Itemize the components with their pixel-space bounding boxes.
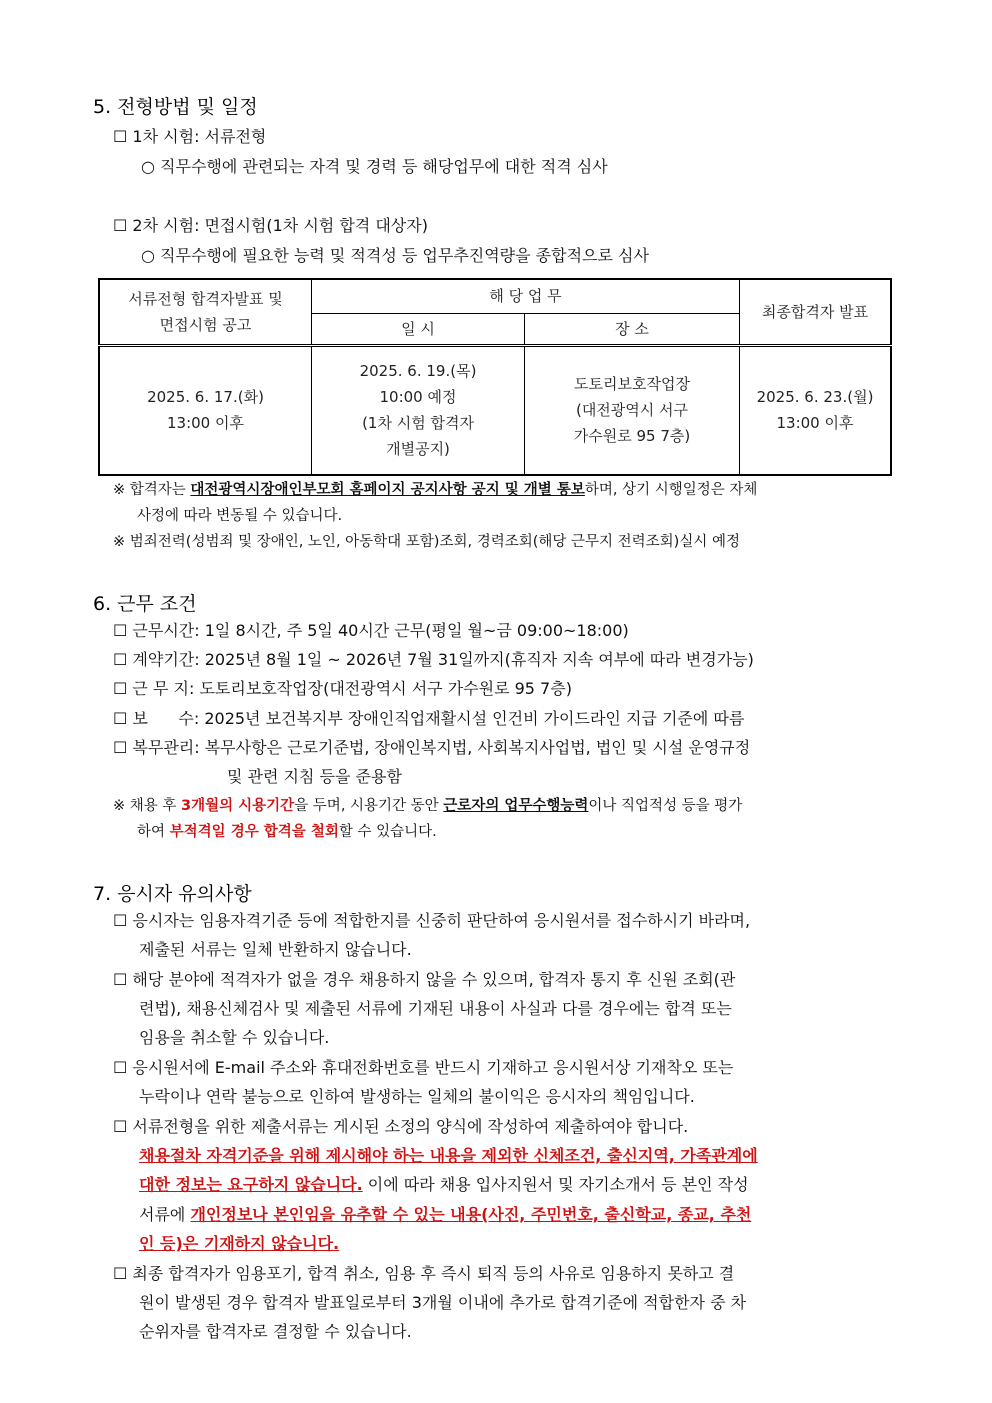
exam-1-detail: ○ 직무수행에 관련되는 자격 및 경력 등 해당업무에 대한 적격 심사 (141, 157, 608, 176)
schedule-table (98, 278, 892, 476)
header-date-label: 일 시 (401, 319, 435, 338)
section-7-heading: 7. 응시자 유의사항 (93, 883, 252, 905)
caution-4-line1: ☐ 서류전형을 위한 제출서류는 게시된 소정의 양식에 작성하여 제출하여야 합니다. (113, 1117, 689, 1136)
probation-note: ※ 채용 후 3개월의 시용기간을 두며, 시용기간 동안 근로자의 업무수행능력이나 직업적성 등을 평가 (113, 798, 743, 814)
probation-period: 3개월의 시용기간 (181, 798, 295, 814)
header-place-cell (525, 313, 740, 345)
place-name: 도토리보호작업장 (574, 375, 690, 394)
caution-5-line2: 원이 발생된 경우 합격자 발표일로부터 3개월 이내에 추가로 합격기준에 적합한자 중 차 (139, 1293, 747, 1312)
cell-interview-place (525, 345, 740, 475)
section-5-heading: 5. 전형방법 및 일정 (93, 96, 258, 118)
caution-4-red-line3: 개인정보나 본인임을 유추할 수 있는 내용(사진, 주민번호, 출신학교, 종교, 추천 (190, 1205, 752, 1224)
caution-4-red-line4: 인 등)은 기재하지 않습니다. (139, 1234, 340, 1253)
final-date: 2025. 6. 23.(월) (756, 388, 874, 407)
header-place-label: 장 소 (615, 319, 649, 338)
note-notification-cont: 사정에 따라 변동될 수 있습니다. (137, 508, 343, 524)
header-announce-line1: 서류전형 합격자발표 및 (128, 289, 283, 308)
caution-2-line3: 임용을 취소할 수 있습니다. (139, 1028, 330, 1047)
place-address-2: 가수원로 95 7층) (573, 427, 691, 446)
caution-3-line1: ☐ 응시원서에 E-mail 주소와 휴대전화번호를 반드시 기재하고 응시원서상 기재착오 또는 (113, 1058, 734, 1077)
service-mgmt-line: ☐ 복무관리: 복무사항은 근로기준법, 장애인복지법, 사회복지사업법, 법인 및 시설 운영규정 (113, 738, 751, 757)
announce-time: 13:00 이후 (167, 414, 244, 433)
revoke-warning: 부적격일 경우 합격을 철회 (169, 824, 339, 840)
header-group-cell (312, 279, 740, 313)
interview-note-1: (1차 시험 합격자 (362, 414, 474, 433)
header-final-cell (740, 279, 892, 345)
caution-3-line2: 누락이나 연락 불능으로 인하여 발생하는 일체의 불이익은 응시자의 책임입니다. (139, 1087, 695, 1106)
note-background-check: ※ 범죄전력(성범죄 및 장애인, 노인, 아동학대 포함)조회, 경력조회(해당 근무지 전력조회)실시 예정 (113, 534, 740, 550)
probation-note-cont: 하여 부적격일 경우 합격을 철회할 수 있습니다. (137, 824, 437, 840)
final-time: 13:00 이후 (776, 414, 854, 433)
cell-announce-date (99, 345, 312, 475)
work-place-line: ☐ 근 무 지: 도토리보호작업장(대전광역시 서구 가수원로 95 7층) (113, 679, 572, 698)
caution-1-line2: 제출된 서류는 일체 반환하지 않습니다. (139, 940, 412, 959)
caution-4-red-line2: 대한 정보는 요구하지 않습니다. (139, 1175, 363, 1194)
notice-channel: 대전광역시장애인부모회 홈페이지 공지사항 공지 및 개별 통보 (190, 482, 585, 498)
place-address-1: (대전광역시 서구 (575, 401, 689, 420)
caution-4-line2: 대한 정보는 요구하지 않습니다. 이에 따라 채용 입사지원서 및 자기소개서 등 본인 작성 (139, 1175, 749, 1194)
header-date-cell (312, 313, 525, 345)
caution-2-line2: 련법), 채용신체검사 및 제출된 서류에 기재된 내용이 사실과 다를 경우에는 합격 또는 (139, 999, 732, 1018)
note-notification: ※ 합격자는 대전광역시장애인부모회 홈페이지 공지사항 공지 및 개별 통보하며, 상기 시행일정은 자체 (113, 482, 758, 498)
caution-4-line3: 서류에 개인정보나 본인임을 유추할 수 있는 내용(사진, 주민번호, 출신학교, 종교, 추천 (139, 1205, 752, 1224)
header-final-label: 최종합격자 발표 (761, 302, 869, 321)
header-announce-cell (99, 279, 312, 345)
caution-1-line1: ☐ 응시자는 임용자격기준 등에 적합한지를 신중히 판단하여 응시원서를 접수하시기 바라며, (113, 911, 751, 930)
caution-5-line1: ☐ 최종 합격자가 임용포기, 합격 취소, 임용 후 즉시 퇴직 등의 사유로 임용하지 못하고 결 (113, 1264, 735, 1283)
service-mgmt-cont: 및 관련 지침 등을 준용함 (227, 767, 402, 786)
interview-date: 2025. 6. 19.(목) (359, 362, 477, 381)
caution-2-line1: ☐ 해당 분야에 적격자가 없을 경우 채용하지 않을 수 있으며, 합격자 통지 후 신원 조회(관 (113, 970, 736, 989)
header-announce-line2: 면접시험 공고 (159, 315, 252, 334)
cell-final-date (740, 345, 892, 475)
exam-2-detail: ○ 직무수행에 필요한 능력 및 적격성 등 업무추진역량을 종합적으로 심사 (141, 246, 649, 265)
work-hours-line: ☐ 근무시간: 1일 8시간, 주 5일 40시간 근무(평일 월~금 09:00~18:00) (113, 621, 629, 640)
exam-2-line: ☐ 2차 시험: 면접시험(1차 시험 합격 대상자) (113, 216, 428, 235)
salary-line: ☐ 보 수: 2025년 보건복지부 장애인직업재활시설 인건비 가이드라인 지급 기준에 따름 (113, 709, 745, 728)
cell-interview-date (312, 345, 525, 475)
interview-time: 10:00 예정 (379, 388, 457, 407)
interview-note-2: 개별공지) (386, 440, 450, 459)
announce-date: 2025. 6. 17.(화) (147, 388, 264, 407)
worker-ability: 근로자의 업무수행능력 (443, 798, 589, 814)
contract-period-line: ☐ 계약기간: 2025년 8월 1일 ~ 2026년 7월 31일까지(휴직자 지속 여부에 따라 변경가능) (113, 650, 754, 669)
caution-5-line3: 순위자를 합격자로 결정할 수 있습니다. (139, 1322, 412, 1341)
section-6-heading: 6. 근무 조건 (93, 593, 197, 615)
caution-4-red-line1: 채용절차 자격기준을 위해 제시해야 하는 내용을 제외한 신체조건, 출신지역, 가족관계에 (139, 1146, 758, 1165)
header-group-label: 해 당 업 무 (489, 287, 562, 306)
exam-1-line: ☐ 1차 시험: 서류전형 (113, 127, 267, 146)
